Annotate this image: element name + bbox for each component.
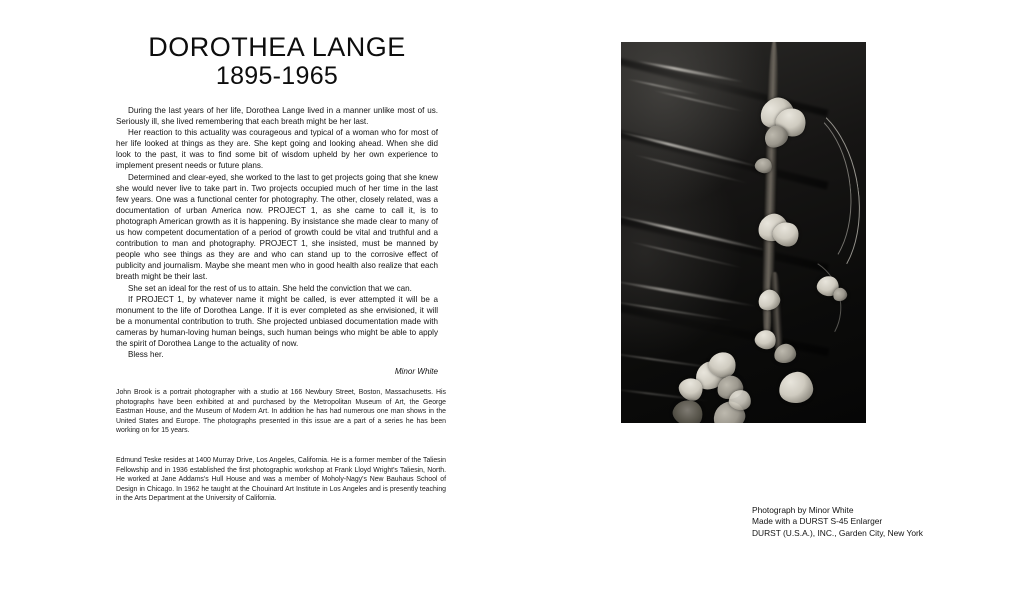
bio-text: John Brook is a portrait photographer with a studio at 166 Newbury Street, Boston, Massachusetts. His photographs have been exhibited at and purchased by the Metropolitan Museum of Art, the George Eastman House, and the Museum of Modern Art. In addition he has had numerous one man shows in the United States and Europe. The photographs presented in this issue are a part of a series he has been working on for 15 years.	[116, 389, 446, 435]
bio-text: Edmund Teske resides at 1400 Murray Drive, Los Angeles, California. He is a former member of the Taliesin Fellowship and in 1936 established the first photographic workshop at Frank Lloyd Wright's Taliesin, North. He worked at Jane Addams's Hull House and was a member of Moholy-Nagy's New Bauhaus School of Design in Chicago. In 1962 he taught at the Chouinard Art Institute in Los Angeles and is presently teaching in the Arts Department at the University of California.	[116, 457, 446, 503]
essay-paragraph: If PROJECT 1, by whatever name it might be called, is ever attempted it will be a monument to the life of Dorothea Lange. If it is ever completed as she envisioned, it will be a monumental contribution to truth. She projected unbiased documentation made with cameras by human-loving human beings, such human beings who might be able to apply the spirit of Dorothea Lange to the actuality of now.	[116, 294, 438, 348]
essay-paragraph: She set an ideal for the rest of us to attain. She held the conviction that we can.	[128, 283, 412, 293]
photograph-image	[621, 42, 866, 423]
caption-line-enlarger: Made with a DURST S-45 Enlarger	[752, 516, 883, 527]
title-name: DOROTHEA LANGE	[148, 32, 406, 62]
article-column	[116, 34, 438, 377]
photograph	[621, 42, 866, 423]
bio-edmund-teske	[116, 456, 446, 504]
title-dates: 1895-1965	[215, 62, 339, 90]
essay-body	[116, 105, 438, 377]
author-signature: Minor White	[394, 367, 438, 377]
photograph-caption	[752, 505, 923, 539]
caption-line-company: DURST (U.S.A.), INC., Garden City, New York	[752, 527, 923, 538]
bio-john-brook	[116, 388, 446, 436]
essay-paragraph: Determined and clear-eyed, she worked to the last to get projects going that she knew she would never live to take part in. Two projects occupied much of her time in the last few years. One was a functional center for photography. The other, closely related, was a documentation of urban America now. PROJECT 1, as she came to call it, is to photograph American growth as it is happening. By insistance she made clear to many of us how competent documentation of a period of growth could be vital and truthful and a contribution to man and photography. PROJECT 1, she insisted, must be manned by people who see things as they are and who can stand up to the corrosive effect of publicity and journalism. Maybe she meant men who in good health also realize that each breath might be their last.	[116, 172, 438, 282]
caption-line-credit: Photograph by Minor White	[752, 505, 854, 515]
essay-paragraph: Her reaction to this actuality was courageous and typical of a woman who for most of her life looked at things as they are. She kept going and looking ahead. When she did look to the past, it was to find some bit of wisdom upheld by her own experience to implement present needs or future plans.	[116, 128, 438, 171]
essay-paragraph: During the last years of her life, Dorothea Lange lived in a manner unlike most of us. Seriously ill, she lived remembering that each breath might be her last.	[116, 106, 438, 127]
essay-paragraph: Bless her.	[128, 350, 164, 360]
page-title	[116, 34, 438, 89]
